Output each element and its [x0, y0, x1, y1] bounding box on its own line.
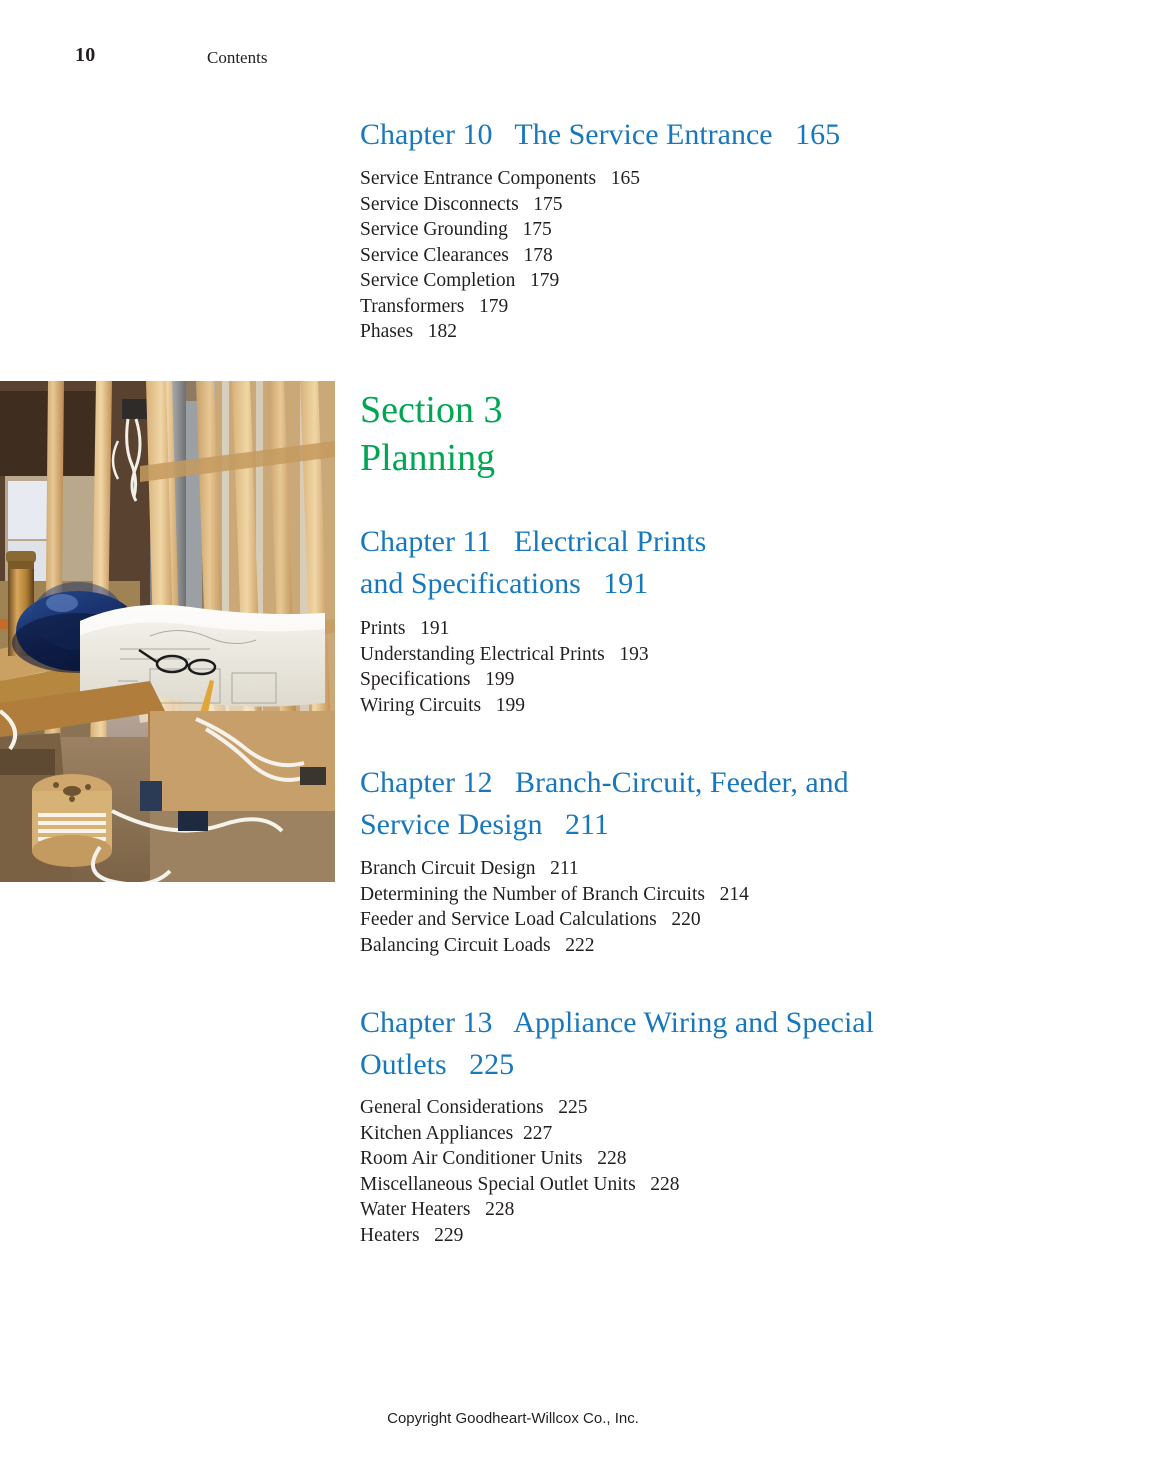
- toc-entry[interactable]: Service Clearances 178: [360, 244, 553, 266]
- toc-entry[interactable]: Kitchen Appliances 227: [360, 1122, 553, 1144]
- running-header: [75, 44, 675, 74]
- toc-entry[interactable]: Branch Circuit Design 211: [360, 858, 579, 879]
- toc-entry[interactable]: Transformers 179: [360, 295, 509, 317]
- entry-list: [360, 856, 1100, 958]
- chapter-10-heading[interactable]: Chapter 10 The Service Entrance 165: [360, 118, 841, 151]
- copyright-notice: Copyright Goodheart-Willcox Co., Inc.: [387, 1410, 639, 1427]
- toc-chapter-12: [360, 762, 1100, 846]
- header-section-label: Contents: [207, 48, 268, 67]
- toc-entry[interactable]: Service Grounding 175: [360, 219, 552, 240]
- toc-entry[interactable]: General Considerations 225: [360, 1097, 588, 1118]
- toc-entry[interactable]: Service Disconnects 175: [360, 193, 563, 215]
- toc-entry[interactable]: Feeder and Service Load Calculations 220: [360, 909, 701, 930]
- toc-chapter-12-entries: [360, 856, 1100, 958]
- toc-chapter-13-entries: [360, 1095, 1100, 1248]
- toc-chapter-10: [360, 114, 1100, 156]
- toc-entry[interactable]: Phases 182: [360, 321, 457, 342]
- toc-entry[interactable]: Specifications 199: [360, 669, 515, 690]
- toc-entry[interactable]: Balancing Circuit Loads 222: [360, 934, 595, 956]
- toc-chapter-10-entries: [360, 166, 1100, 345]
- page-number: 10: [75, 44, 96, 66]
- photo-illustration: [0, 381, 335, 882]
- chapter-12-heading[interactable]: Chapter 12 Branch-Circuit, Feeder, and Service Design 211: [360, 766, 849, 841]
- toc-entry[interactable]: Water Heaters 228: [360, 1199, 515, 1220]
- entry-list: [360, 1095, 1100, 1248]
- toc-chapter-11: [360, 521, 1100, 605]
- toc-chapter-13: [360, 1002, 1100, 1086]
- toc-entry[interactable]: Determining the Number of Branch Circuits 214: [360, 883, 749, 905]
- chapter-13-heading[interactable]: Chapter 13 Appliance Wiring and Special Outlets 225: [360, 1006, 874, 1081]
- toc-entry[interactable]: Service Entrance Components 165: [360, 168, 640, 189]
- toc-entry[interactable]: Understanding Electrical Prints 193: [360, 643, 649, 665]
- toc-entry[interactable]: Heaters 229: [360, 1224, 464, 1246]
- section-3-heading[interactable]: Section 3 Planning: [360, 389, 503, 479]
- toc-section-3: [360, 386, 1100, 482]
- toc-entry[interactable]: Miscellaneous Special Outlet Units 228: [360, 1173, 680, 1195]
- toc-entry[interactable]: Wiring Circuits 199: [360, 694, 525, 716]
- toc-entry[interactable]: Room Air Conditioner Units 228: [360, 1148, 627, 1169]
- entry-list: [360, 616, 1100, 718]
- chapter-11-heading[interactable]: Chapter 11 Electrical Prints and Specifications 191: [360, 525, 707, 600]
- toc-entry[interactable]: Prints 191: [360, 618, 450, 639]
- toc-entry[interactable]: Service Completion 179: [360, 270, 560, 291]
- toc-chapter-11-entries: [360, 616, 1100, 718]
- entry-list: [360, 166, 1100, 345]
- section-opener-photo: [0, 381, 335, 882]
